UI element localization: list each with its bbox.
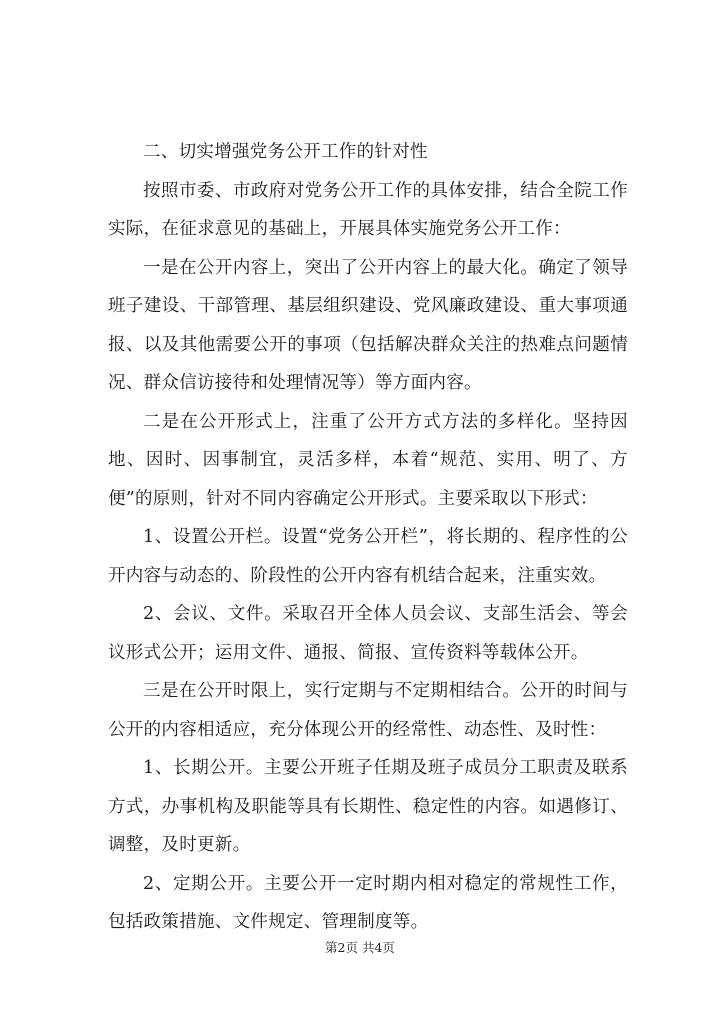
section-heading: 二、切实增强党务公开工作的针对性 bbox=[143, 142, 428, 162]
paragraph: 一是在公开内容上，突出了公开内容上的最大化。确定了领导班子建设、干部管理、基层组织建设、党风廉政建设、重大事项通报、以及其他需要公开的事项（包括解决群众关注的热难点问题情况、群众信访接待和处理情况等）等方面内容。 bbox=[108, 257, 628, 393]
page-number-footer: 第2页 共4页 bbox=[325, 940, 395, 955]
paragraph: 1、设置公开栏。设置“党务公开栏”，将长期的、程序性的公开内容与动态的、阶段性的公开内容有机结合起来，注重实效。 bbox=[108, 527, 628, 586]
document-body bbox=[108, 133, 628, 942]
paragraph: 2、会议、文件。采取召开全体人员会议、支部生活会、等会议形式公开；运用文件、通报、简报、宣传资料等载体公开。 bbox=[108, 604, 628, 663]
paragraph: 1、长期公开。主要公开班子任期及班子成员分工职责及联系方式，办事机构及职能等具有长期性、稳定性的内容。如遇修订、调整，及时更新。 bbox=[108, 758, 628, 855]
paragraph: 按照市委、市政府对党务公开工作的具体安排，结合全院工作实际，在征求意见的基础上，开展具体实施党务公开工作： bbox=[108, 180, 628, 239]
paragraph: 二是在公开形式上，注重了公开方式方法的多样化。坚持因地、因时、因事制宜，灵活多样，本着“规范、实用、明了、方便”的原则，针对不同内容确定公开形式。主要采取以下形式： bbox=[108, 411, 628, 509]
paragraph: 2、定期公开。主要公开一定时期内相对稳定的常规性工作，包括政策措施、文件规定、管理制度等。 bbox=[108, 873, 628, 932]
paragraph: 三是在公开时限上，实行定期与不定期相结合。公开的时间与公开的内容相适应，充分体现公开的经常性、动态性、及时性： bbox=[108, 681, 628, 740]
